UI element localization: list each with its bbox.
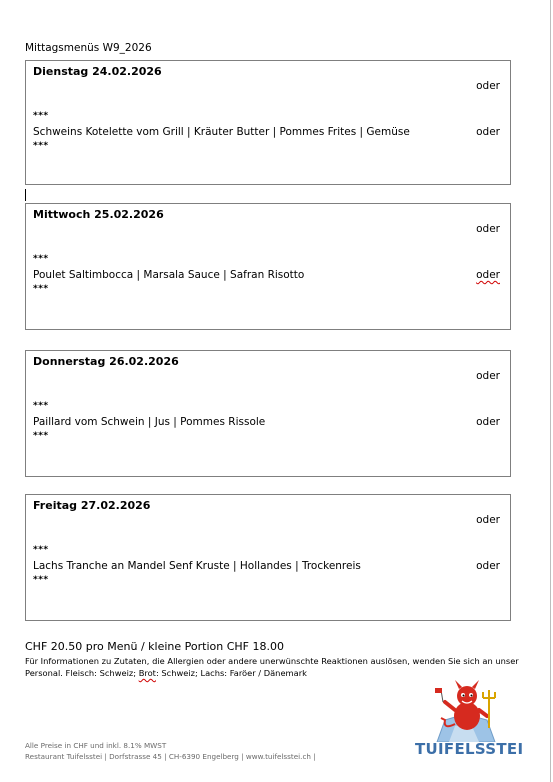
separator-stars: *** bbox=[33, 575, 49, 585]
menu-text: Paillard vom Schwein | Jus | Pommes Rissole bbox=[33, 416, 266, 428]
price-line: CHF 20.50 pro Menü / kleine Portion CHF 18.00 bbox=[25, 640, 284, 653]
tuifelsstei-logo bbox=[415, 680, 524, 770]
or-label-spellcheck: oder bbox=[476, 269, 500, 281]
day-box-wednesday bbox=[25, 203, 511, 330]
day-title: Freitag 27.02.2026 bbox=[33, 499, 151, 512]
or-label: oder bbox=[476, 370, 500, 382]
allergen-info-brot-spellcheck: Brot bbox=[138, 668, 156, 678]
document-title: Mittagsmenüs W9_2026 bbox=[25, 42, 152, 54]
separator-stars: *** bbox=[33, 141, 49, 151]
text-cursor bbox=[25, 189, 26, 201]
separator-stars: *** bbox=[33, 545, 49, 555]
menu-text: Lachs Tranche an Mandel Senf Kruste | Hollandes | Trockenreis bbox=[33, 560, 361, 572]
page-edge bbox=[550, 0, 551, 782]
footer-vat-note: Alle Preise in CHF und inkl. 8.1% MWST bbox=[25, 741, 167, 750]
or-label: oder bbox=[476, 560, 500, 572]
or-label: oder bbox=[476, 126, 500, 138]
footer bbox=[25, 740, 316, 762]
separator-stars: *** bbox=[33, 284, 49, 294]
menu-text: Schweins Kotelette vom Grill | Kräuter Butter | Pommes Frites | Gemüse bbox=[33, 126, 410, 138]
or-label: oder bbox=[476, 80, 500, 92]
day-title: Dienstag 24.02.2026 bbox=[33, 65, 162, 78]
or-label: oder bbox=[476, 416, 500, 428]
logo-text: TUIFELSSTEI bbox=[415, 740, 524, 758]
allergen-info bbox=[25, 655, 525, 679]
day-box-friday bbox=[25, 494, 511, 621]
or-label: oder bbox=[476, 514, 500, 526]
footer-address: Restaurant Tuifelsstei | Dorfstrasse 45 | CH-6390 Engelberg | www.tuifelsstei.ch | bbox=[25, 752, 316, 761]
day-title: Mittwoch 25.02.2026 bbox=[33, 208, 164, 221]
day-title: Donnerstag 26.02.2026 bbox=[33, 355, 179, 368]
separator-stars: *** bbox=[33, 111, 49, 121]
day-box-tuesday bbox=[25, 60, 511, 185]
menu-text: Poulet Saltimbocca | Marsala Sauce | Safran Risotto bbox=[33, 269, 305, 281]
day-box-thursday bbox=[25, 350, 511, 477]
allergen-info-text-end: : Schweiz; Lachs: Faröer / Dänemark bbox=[155, 668, 307, 678]
allergen-info-text: Für Informationen zu Zutaten, die Allergien oder andere unerwünschte Reaktionen auslösen, wenden Sie sich an unser Personal. Fleisch: Schweiz; bbox=[25, 656, 519, 678]
separator-stars: *** bbox=[33, 401, 49, 411]
or-label: oder bbox=[476, 223, 500, 235]
separator-stars: *** bbox=[33, 254, 49, 264]
separator-stars: *** bbox=[33, 431, 49, 441]
devil-mascot-icon bbox=[415, 680, 515, 742]
